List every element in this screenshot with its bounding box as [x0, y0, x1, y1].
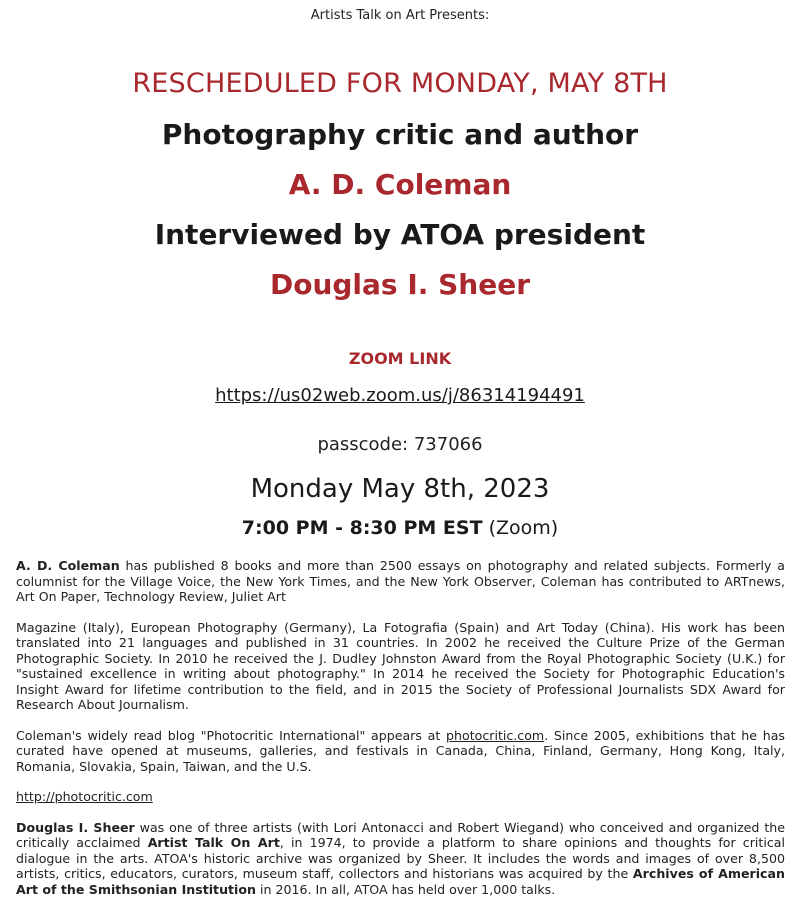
bio-paragraph-1: [16, 558, 785, 605]
bio-paragraph-2: Magazine (Italy), European Photography (Germany), La Fotografia (Spain) and Art Today (China). His work has been translated into 21 languages and published in 31 countries. In 2002 he received the Culture Prize of the German Photographic Society. In 2010 he received the J. Dudley Johnston Award from the Royal Photographic Society (U.K.) for "sustained excellence in writing about photography." In 2014 he received the Society for Photographic Education's Insight Award for lifetime contribution to the field, and in 2015 the Society of Professional Journalists SDX Award for Research About Journalism.: [16, 619, 785, 712]
bio-p3-before: Coleman's widely read blog "Photocritic International" appears at: [16, 727, 447, 743]
zoom-url-link[interactable]: https://us02web.zoom.us/j/86314194491: [215, 385, 585, 406]
bio-p3-after: . Since 2005, exhibitions that he has curated have opened at museums, galleries, and festivals in Canada, China, Finland, Germany, Hong Kong, Italy, Romania, Slovakia, Spain, Taiwan, and the U.S.: [16, 727, 785, 774]
bio-p4-b: , in 1974, to provide a platform to share opinions and thoughts for critical dialogue in the arts. ATOA's historic archive was organized by Sheer. It includes the words and images of over 8,500 artists, critics, educators, curators, museum staff, collectors and historians was acquired by the: [16, 835, 785, 881]
passcode: passcode: 737066: [317, 434, 483, 455]
zoom-link-label: ZOOM LINK: [348, 349, 452, 368]
interviewer-line: Interviewed by ATOA president: [154, 218, 646, 251]
event-time: [0, 517, 800, 539]
bio-paragraph-3: [16, 728, 785, 775]
presents-line: Artists Talk on Art Presents:: [310, 8, 490, 23]
subtitle: Photography critic and author: [161, 118, 639, 151]
atoa-name: Artist Talk On Art: [147, 835, 280, 850]
event-date: Monday May 8th, 2023: [250, 474, 550, 504]
bio-p1-text: has published 8 books and more than 2500 essays on photography and related subjects. Formerly a columnist for the Village Voice, the New York Times, and the New York Observer, Coleman has contributed to ARTnews, Art On Paper, Technology Review, Juliet Art: [16, 558, 785, 604]
bio-interviewer-name: Douglas I. Sheer: [16, 819, 135, 835]
archives-name: Archives of American Art of the Smithsonian Institution: [16, 866, 785, 897]
bio-guest-name: A. D. Coleman: [16, 558, 120, 573]
site-link[interactable]: http://photocritic.com: [16, 789, 153, 804]
bio-paragraph-4: [16, 820, 785, 898]
event-time-range: 7:00 PM - 8:30 PM EST: [241, 517, 483, 539]
zoom-url-row: [0, 385, 800, 406]
guest-name: A. D. Coleman: [288, 168, 512, 201]
event-time-note: (Zoom): [488, 517, 559, 539]
interviewer-name: Douglas I. Sheer: [269, 268, 531, 301]
rescheduled-notice: RESCHEDULED FOR MONDAY, MAY 8TH: [132, 68, 668, 99]
bio-section: [16, 558, 785, 912]
site-link-row: [16, 789, 785, 805]
bio-p4-a: was one of three artists (with Lori Antonacci and Robert Wiegand) who conceived and organized the critically acclaimed: [16, 819, 785, 850]
bio-p4-c: in 2016. In all, ATOA has held over 1,000 talks.: [256, 881, 556, 897]
blog-link[interactable]: photocritic.com: [446, 727, 545, 743]
